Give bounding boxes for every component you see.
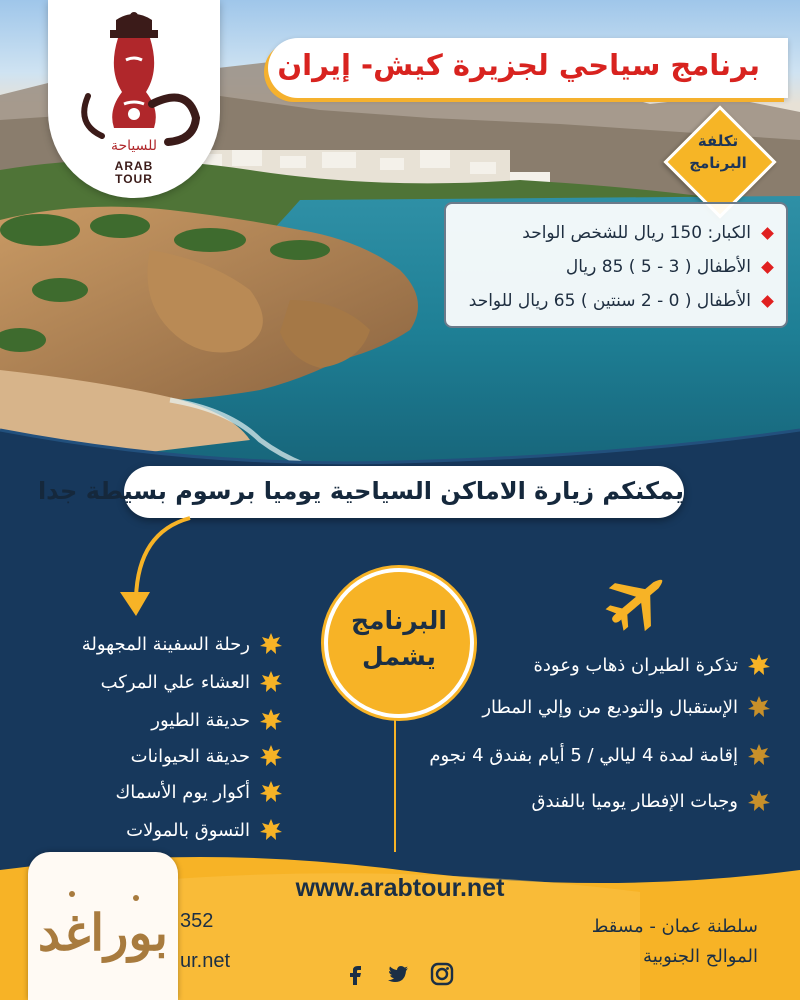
star-bullet-icon [260, 745, 282, 767]
activity-text: حديقة الطيور [151, 709, 250, 731]
program-label-line1: البرنامج [351, 606, 447, 635]
activity-text: أكوار يوم الأسماك [115, 781, 250, 803]
logo-brand-text [48, 160, 220, 186]
title-banner [268, 38, 788, 98]
include-text: تذكرة الطيران ذهاب وعودة [533, 654, 738, 676]
activity-item [126, 815, 282, 845]
twitter-icon[interactable] [386, 962, 410, 986]
cost-badge [666, 108, 770, 212]
include-item [482, 692, 770, 722]
program-includes-badge [324, 568, 474, 718]
cost-label-line1: تكلفة [697, 132, 739, 150]
partner-logo-card [28, 852, 178, 1000]
activity-item [151, 705, 282, 735]
logo-arabic-text: للسياحة [110, 138, 158, 154]
price-item-text: الكبار: 150 ريال للشخص الواحد [522, 223, 751, 243]
include-text: وجبات الإفطار يوميا بالفندق [531, 790, 738, 812]
activity-text: التسوق بالمولات [126, 819, 250, 841]
cost-label-line2: البرنامج [689, 154, 747, 172]
price-list [444, 202, 788, 328]
instagram-icon[interactable] [430, 962, 454, 986]
activity-item [82, 629, 282, 659]
include-item [532, 786, 770, 816]
program-label-line2: يشمل [362, 642, 436, 671]
diamond-bullet-icon [761, 295, 774, 308]
headline-pill [37, 466, 684, 518]
address-line1: سلطنة عمان - مسقط [591, 916, 758, 937]
airplane-icon [600, 566, 672, 638]
email-address[interactable]: ur.net [180, 950, 231, 972]
star-bullet-icon [260, 671, 282, 693]
arab-tour-logo [48, 0, 220, 198]
include-item [533, 650, 770, 680]
website-link[interactable]: www.arabtour.net [295, 874, 505, 902]
star-bullet-icon [260, 781, 282, 803]
facebook-icon[interactable] [344, 962, 368, 986]
price-item-text: الأطفال ( 3 - 5 ) 85 ريال [565, 257, 751, 277]
star-bullet-icon [260, 819, 282, 841]
cost-badge-label [666, 130, 770, 174]
partner-logo-text: بوراغد [37, 903, 169, 962]
star-bullet-icon [748, 790, 770, 812]
include-text: الإستقبال والتوديع من وإلي المطار [482, 696, 738, 718]
center-divider [394, 718, 396, 852]
star-bullet-icon [748, 696, 770, 718]
activity-text: العشاء علي المركب [100, 671, 250, 693]
address-line2: الموالح الجنوبية [643, 946, 758, 967]
star-bullet-icon [748, 744, 770, 766]
activity-item [131, 741, 282, 771]
page-title: برنامج سياحي لجزيرة كيش- إيران [277, 48, 760, 82]
star-bullet-icon [748, 654, 770, 676]
logo-brand-line1: ARAB [114, 159, 154, 173]
activity-text: رحلة السفينة المجهولة [81, 633, 250, 655]
price-item-children-3-5 [566, 252, 772, 282]
price-item-children-0-2 [469, 286, 772, 316]
star-bullet-icon [260, 633, 282, 655]
include-text: إقامة لمدة 4 ليالي / 5 أيام بفندق 4 نجوم [429, 744, 738, 766]
activity-text: حديقة الحيوانات [130, 745, 250, 767]
price-item-adults [522, 218, 772, 248]
star-bullet-icon [260, 709, 282, 731]
phone-number[interactable]: 352 [180, 910, 214, 932]
curved-arrow-icon [108, 512, 198, 622]
price-item-text: الأطفال ( 0 - 2 سنتين ) 65 ريال للواحد [468, 291, 751, 311]
logo-brand-line2: TOUR [115, 172, 153, 186]
partner-calligraphy-logo [28, 852, 178, 1000]
headline-text: يمكنكم زيارة الاماكن السياحية يوميا برسوم بسيطة جدا [37, 477, 684, 505]
diamond-bullet-icon [761, 227, 774, 240]
include-item [429, 740, 770, 770]
diamond-bullet-icon [761, 261, 774, 274]
activity-item [101, 667, 282, 697]
activity-item [115, 777, 282, 807]
